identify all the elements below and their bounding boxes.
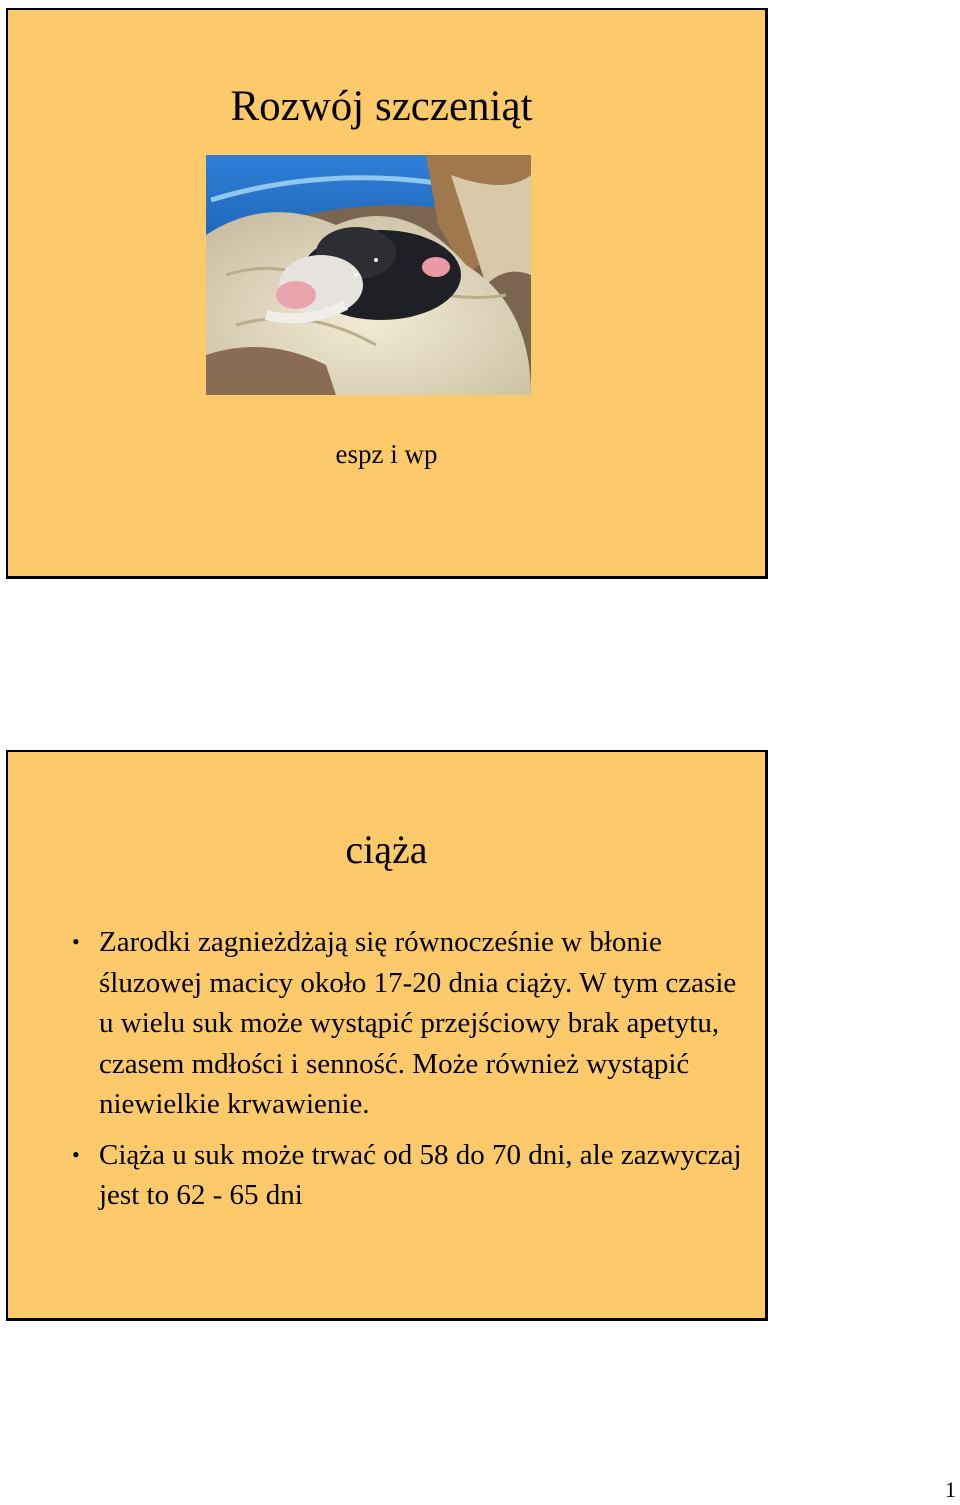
bullet-text: Ciąża u suk może trwać od 58 do 70 dni, ale zazwyczaj jest to 62 - 65 dni	[99, 1138, 742, 1211]
bullet-icon: •	[72, 929, 80, 954]
puppy-photo	[206, 155, 531, 395]
bullet-text: Zarodki zagnieżdżają się równocześnie w błonie śluzowej macicy około 17-20 dnia ciąży. W tym czasie u wielu suk może wystąpić przejściowy brak apetytu, czasem mdłości i senność. Może również wystąpić niewielkie krwawienie.	[99, 926, 737, 1120]
slide-caption: espz i wp	[335, 439, 438, 469]
bullet-list	[70, 922, 750, 1226]
bullet-item	[70, 1135, 750, 1216]
slide-title: Rozwój szczeniąt	[230, 83, 533, 130]
slide-title: ciąża	[345, 827, 428, 872]
page-number: 1	[945, 1477, 956, 1502]
bullet-item	[70, 922, 750, 1125]
bullet-icon: •	[72, 1141, 80, 1167]
slide-1	[6, 8, 768, 579]
slide-2	[6, 750, 768, 1321]
